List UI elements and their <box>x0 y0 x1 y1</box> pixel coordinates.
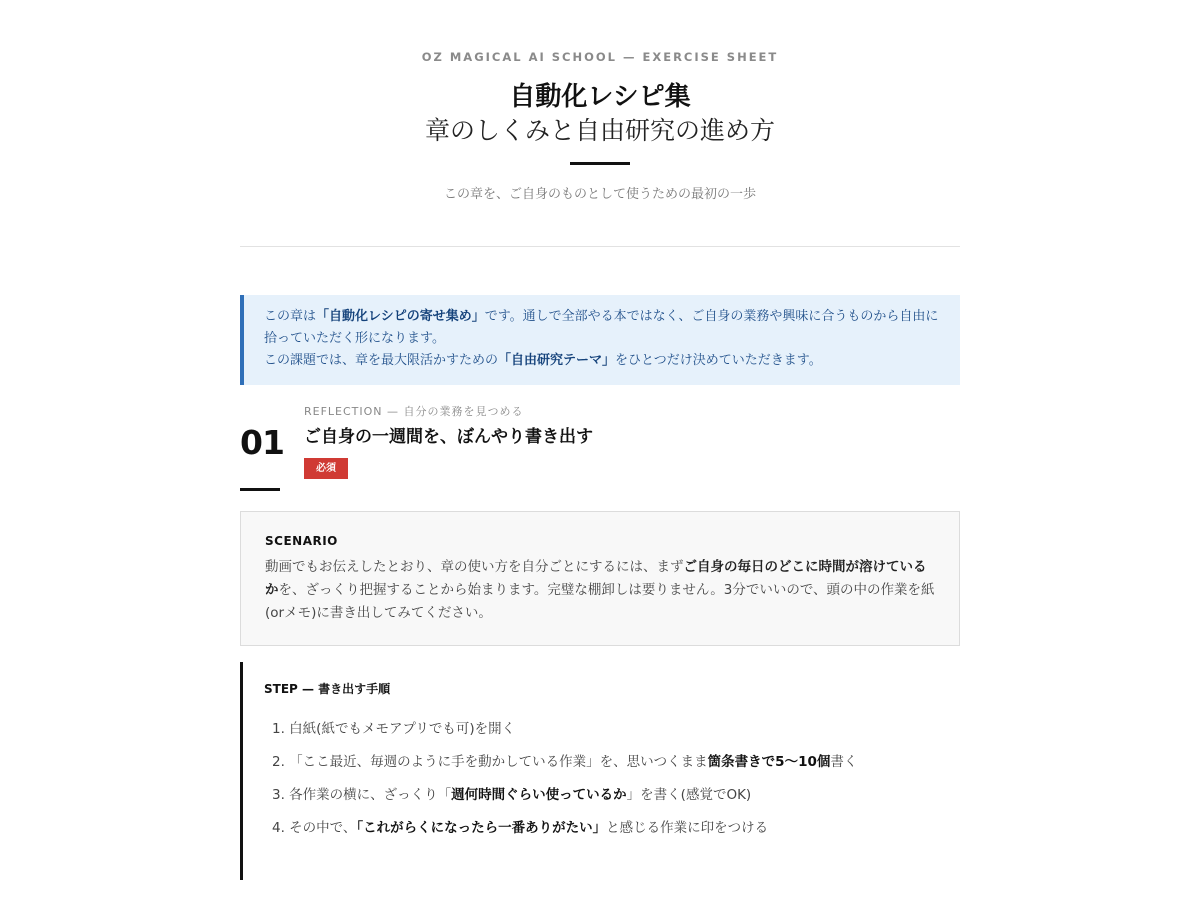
step-text: 1. 白紙(紙でもメモアプリでも可)を開く <box>272 721 516 737</box>
step-item <box>264 783 960 816</box>
section-01-header <box>240 403 960 503</box>
step-text: と感じる作業に印をつける <box>606 820 769 836</box>
step-item <box>264 717 960 750</box>
header-divider <box>240 246 960 247</box>
step-item <box>264 750 960 783</box>
page-title: 自動化レシピ集 <box>509 82 691 112</box>
intro-text: この章は <box>264 309 317 324</box>
step-label: STEP — 書き出す手順 <box>264 682 391 696</box>
scenario-text-part: 動画でもお伝えしたとおり、章の使い方を自分ごとにするには、まず <box>265 559 684 575</box>
intro-line-1 <box>264 306 940 350</box>
step-text: 」を書く(感覚でOK) <box>626 787 752 803</box>
required-badge: 必須 <box>304 458 348 479</box>
step-item <box>264 816 960 849</box>
intro-callout <box>240 295 960 385</box>
scenario-text <box>265 556 935 625</box>
step-text: 4. その中で、 <box>272 820 357 836</box>
step-emphasis: 箇条書きで5〜10個 <box>707 754 831 770</box>
step-box <box>240 662 960 880</box>
page-tagline: この章を、ご自身のものとして使うための最初の一歩 <box>443 187 756 202</box>
step-text: 3. 各作業の横に、ざっくり「 <box>272 787 452 803</box>
intro-emphasis: 「自動化レシピの寄せ集め」 <box>316 309 485 324</box>
exercise-sheet <box>240 50 960 880</box>
scenario-box <box>240 511 960 646</box>
step-text: 2. 「ここ最近、毎週のように手を動かしている作業」を、思いつくまま <box>272 754 708 770</box>
page-subtitle: 章のしくみと自由研究の進め方 <box>424 116 775 145</box>
step-list <box>264 717 960 849</box>
section-number-rule <box>240 488 280 491</box>
section-title: ご自身の一週間を、ぼんやり書き出す <box>304 427 593 447</box>
section-kicker: REFLECTION — 自分の業務を見つめる <box>304 405 524 418</box>
scenario-emphasis: ご自身の毎日のどこに時間が溶けているか <box>265 559 927 598</box>
section-number: 01 <box>240 423 284 462</box>
intro-emphasis: 「自由研究テーマ」 <box>498 353 616 368</box>
intro-text: この課題では、章を最大限活かすための <box>264 353 499 368</box>
scenario-text-part: を、ざっくり把握することから始まります。完璧な棚卸しは要りません。3分でいいので、頭の中の作業を紙(orメモ)に書き出してみてください。 <box>265 582 935 621</box>
title-divider <box>570 162 630 165</box>
school-eyebrow: OZ MAGICAL AI SCHOOL — EXERCISE SHEET <box>421 50 779 64</box>
intro-text: です。通しで全部やる本ではなく、ご自身の業務や興味に合うものから自由に拾っていただく形になります。 <box>264 309 939 346</box>
step-text: 書く <box>830 754 858 770</box>
intro-text: をひとつだけ決めていただきます。 <box>615 353 822 368</box>
step-emphasis: 週何時間ぐらい使っているか <box>451 787 627 803</box>
intro-line-2 <box>264 350 940 372</box>
step-emphasis: 「これがらくになったら一番ありがたい」 <box>356 820 607 836</box>
scenario-label: SCENARIO <box>265 534 338 548</box>
